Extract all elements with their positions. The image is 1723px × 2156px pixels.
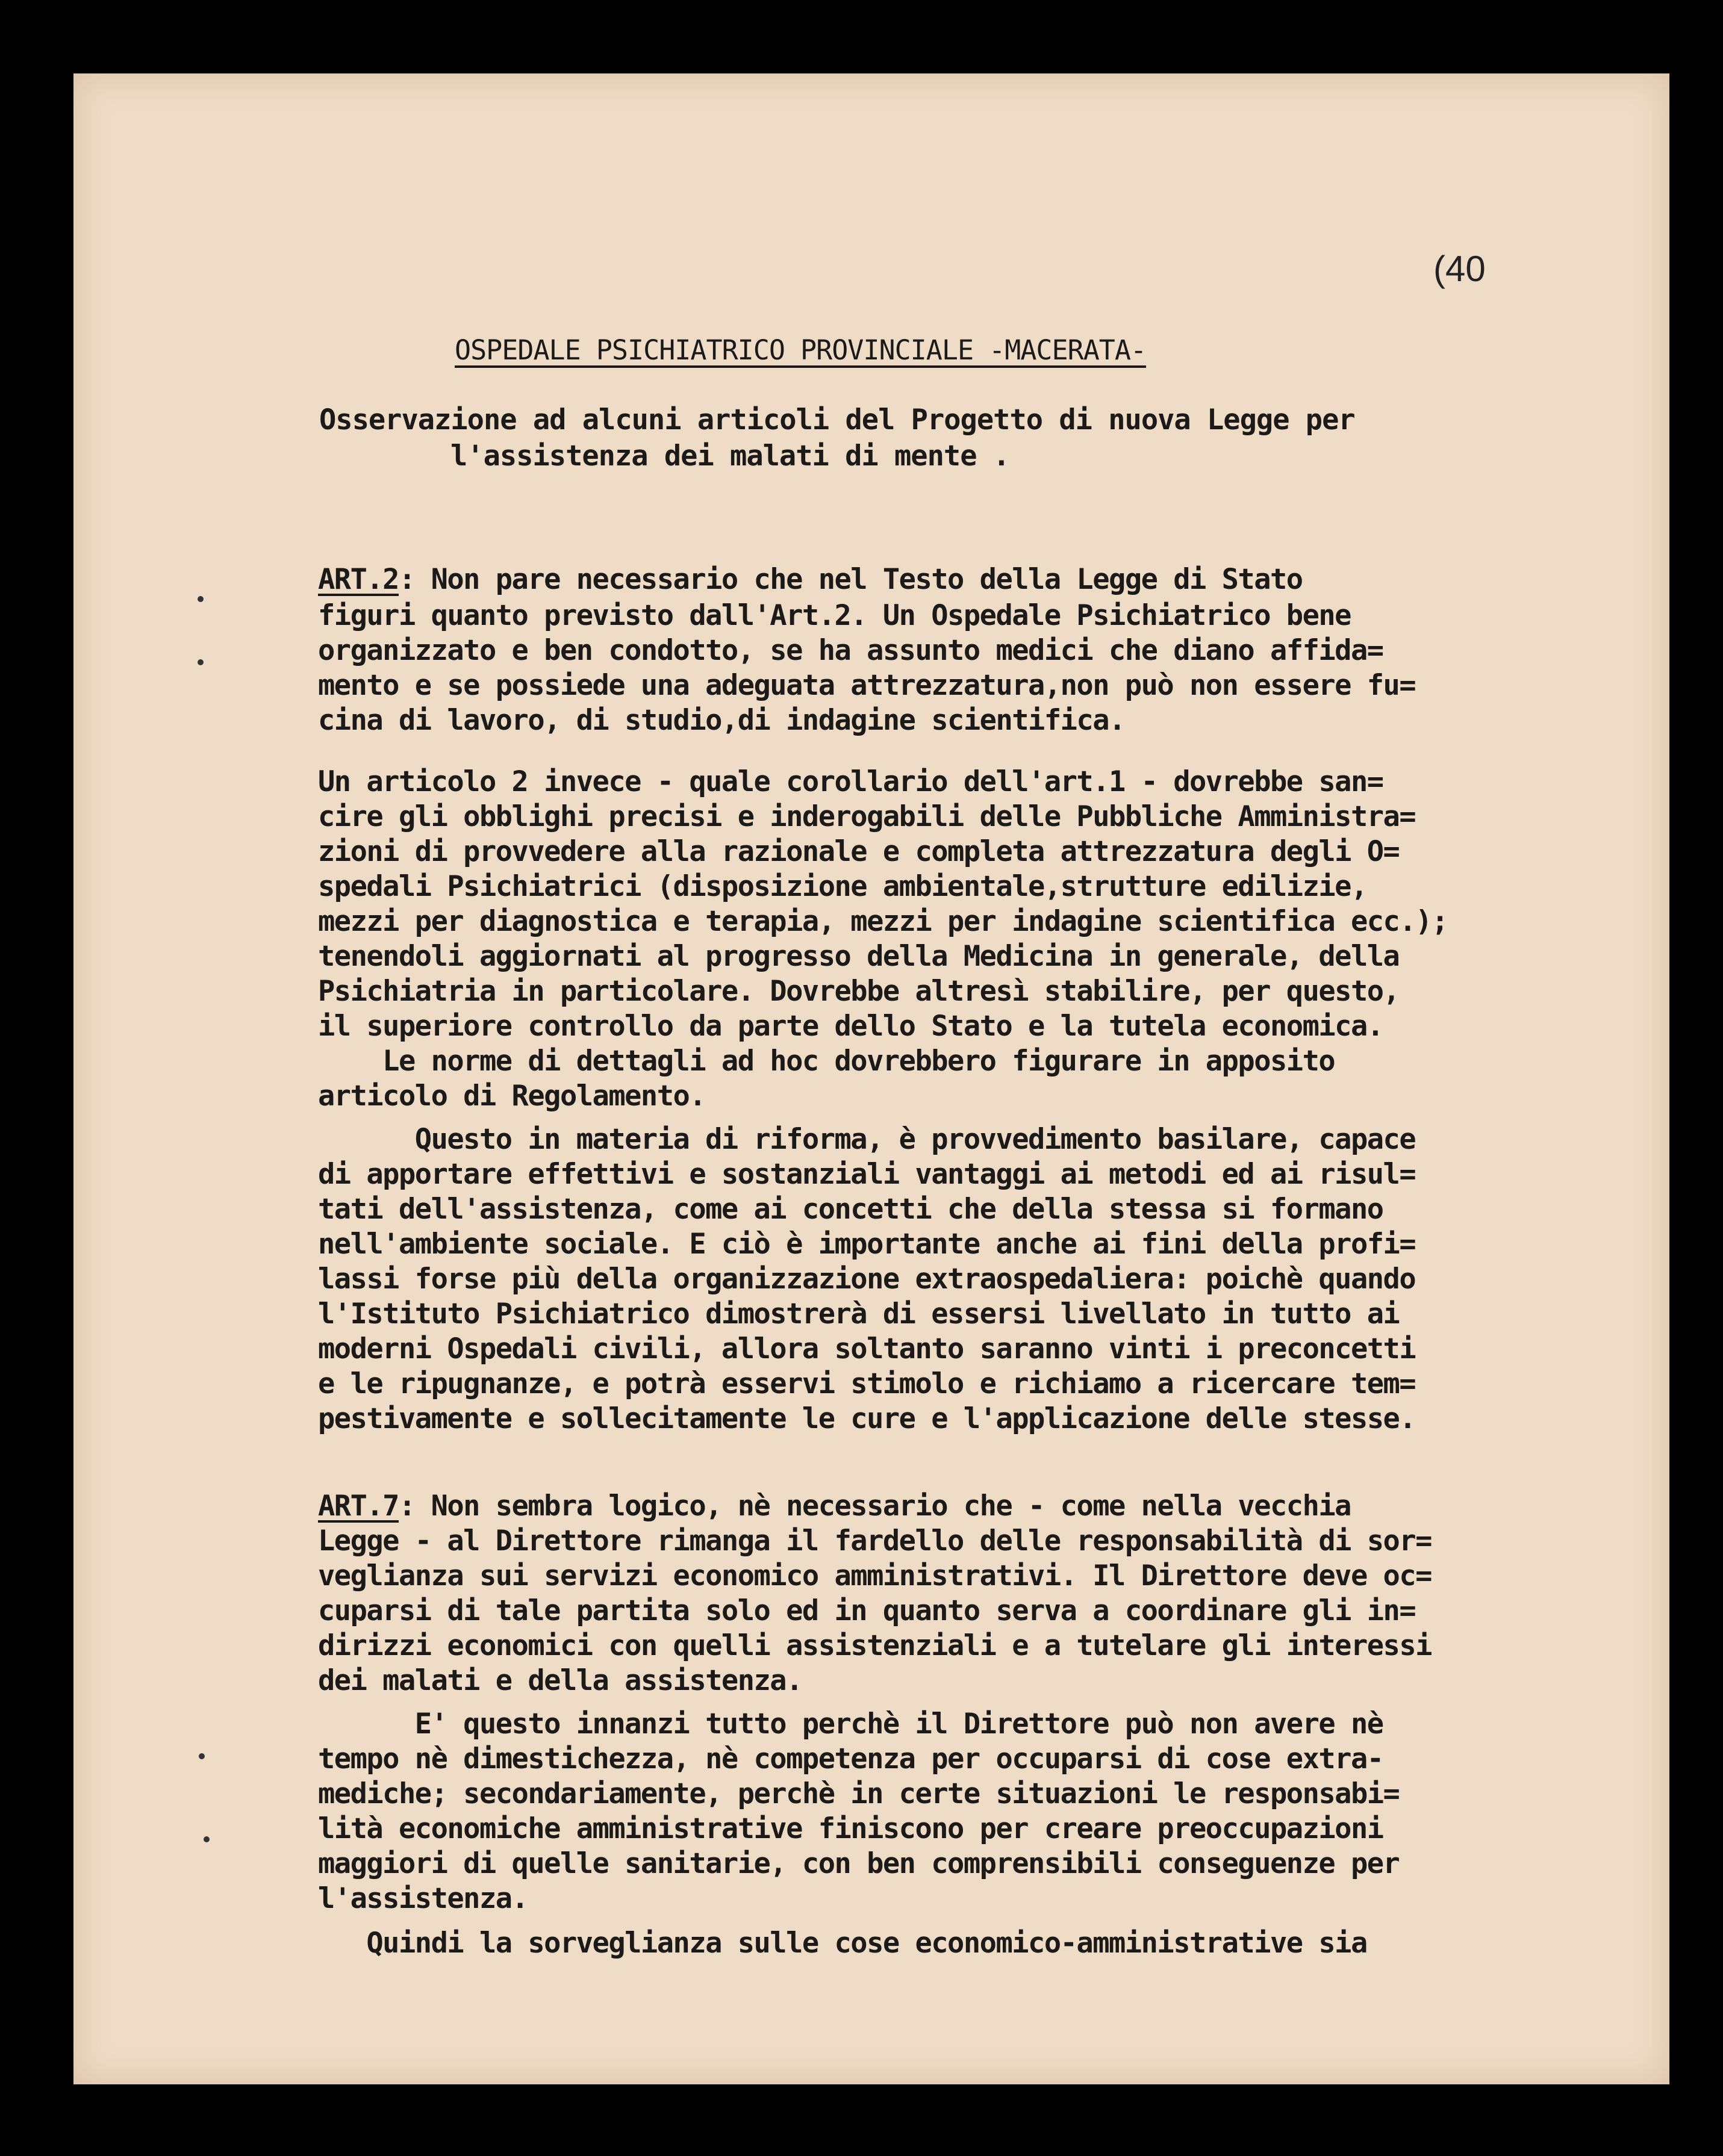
text-line: tempo nè dimestichezza, nè competenza per occuparsi di cose extra- <box>318 1742 1383 1775</box>
text-line: lità economiche amministrative finiscono per creare preoccupazioni <box>318 1812 1383 1845</box>
text-line: e le ripugnanze, e potrà esservi stimolo e richiamo a ricercare tem= <box>318 1367 1416 1400</box>
text-line: figuri quanto previsto dall'Art.2. Un Ospedale Psichiatrico bene <box>318 599 1351 632</box>
text-line: organizzato e ben condotto, se ha assunto medici che diano affida= <box>318 634 1383 667</box>
text-line: tati dell'assistenza, come ai concetti che della stessa si formano <box>318 1193 1383 1226</box>
text-line: tenendoli aggiornati al progresso della Medicina in generale, della <box>318 940 1400 973</box>
art7-label: ART.7 <box>318 1490 399 1523</box>
margin-dot <box>198 659 204 665</box>
page-number: (40 <box>1433 249 1486 289</box>
text-line: zioni di provvedere alla razionale e completa attrezzatura degli O= <box>318 835 1400 868</box>
text-line: Le norme di dettagli ad hoc dovrebbero figurare in apposito <box>318 1045 1335 1078</box>
text-line: Psichiatria in particolare. Dovrebbe altresì stabilire, per questo, <box>318 975 1400 1008</box>
margin-dot <box>199 1753 205 1759</box>
text-line: il superiore controllo da parte dello Stato e la tutela economica. <box>318 1010 1383 1043</box>
subtitle-line: Osservazione ad alcuni articoli del Progetto di nuova Legge per <box>319 403 1355 436</box>
text-line: di apportare effettivi e sostanziali vantaggi ai metodi ed ai risul= <box>318 1158 1416 1191</box>
text-line: l'assistenza. <box>318 1882 528 1915</box>
margin-dot <box>198 596 204 602</box>
text-line: spedali Psichiatrici (disposizione ambientale,strutture edilizie, <box>318 870 1367 903</box>
margin-dot <box>204 1836 210 1842</box>
text-line: maggiori di quelle sanitarie, con ben comprensibili conseguenze per <box>318 1847 1400 1880</box>
text-line: dei malati e della assistenza. <box>318 1664 802 1697</box>
text-line: E' questo innanzi tutto perchè il Direttore può non avere nè <box>318 1707 1383 1741</box>
text-line: Legge - al Direttore rimanga il fardello delle responsabilità di sor= <box>318 1524 1432 1558</box>
text-line: nell'ambiente sociale. E ciò è importante anche ai fini della profi= <box>318 1228 1416 1261</box>
text-line: veglianza sui servizi economico amministrativi. Il Direttore deve oc= <box>318 1559 1432 1592</box>
text-line: Quindi la sorveglianza sulle cose economico-amministrative sia <box>318 1927 1367 1960</box>
text-line: cuparsi di tale partita solo ed in quanto serva a coordinare gli in= <box>318 1594 1416 1627</box>
text-line: cina di lavoro, di studio,di indagine scientifica. <box>318 704 1125 737</box>
document-heading: OSPEDALE PSICHIATRICO PROVINCIALE -MACERATA- <box>455 334 1147 366</box>
text-line: articolo di Regolamento. <box>318 1080 706 1113</box>
text-line: lassi forse più della organizzazione extraospedaliera: poichè quando <box>318 1263 1416 1296</box>
text-line: Questo in materia di riforma, è provvedimento basilare, capace <box>318 1123 1416 1156</box>
art2-first-line-text: : Non pare necessario che nel Testo della Legge di Stato <box>398 563 1303 596</box>
text-line: mento e se possiede una adeguata attrezzatura,non può non essere fu= <box>318 669 1416 702</box>
text-line: dirizzi economici con quelli assistenziali e a tutelare gli interessi <box>318 1629 1432 1662</box>
art2-first-line <box>318 563 1303 596</box>
text-line: l'Istituto Psichiatrico dimostrerà di essersi livellato in tutto ai <box>318 1297 1400 1331</box>
text-line: Un articolo 2 invece - quale corollario dell'art.1 - dovrebbe san= <box>318 765 1383 798</box>
subtitle-line: l'assistenza dei malati di mente . <box>450 440 1010 473</box>
text-line: mezzi per diagnostica e terapia, mezzi per indagine scientifica ecc.); <box>318 905 1448 938</box>
art7-first-line-text: : Non sembra logico, nè necessario che - come nella vecchia <box>398 1490 1351 1523</box>
art7-first-line <box>318 1490 1351 1523</box>
text-line: moderni Ospedali civili, allora soltanto saranno vinti i preconcetti <box>318 1332 1416 1365</box>
text-line: mediche; secondariamente, perchè in certe situazioni le responsabi= <box>318 1777 1400 1810</box>
art2-label: ART.2 <box>318 563 399 596</box>
text-line: pestivamente e sollecitamente le cure e l'applicazione delle stesse. <box>318 1402 1416 1435</box>
text-line: cire gli obblighi precisi e inderogabili delle Pubbliche Amministra= <box>318 800 1416 833</box>
